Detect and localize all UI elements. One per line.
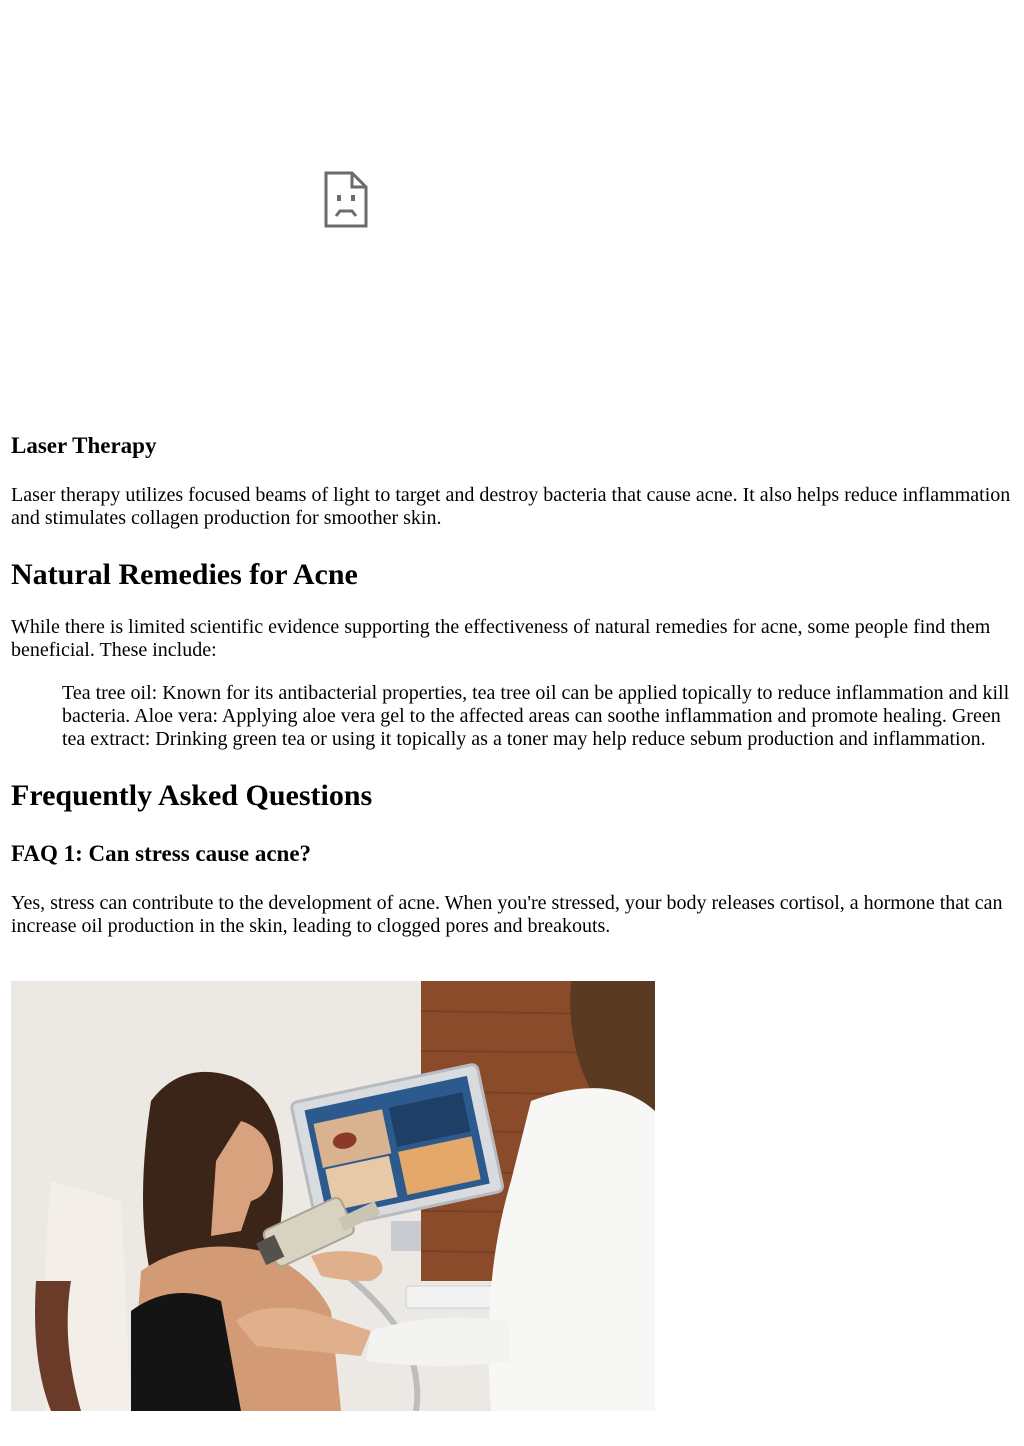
- article-content: [11, 429, 1011, 938]
- faq-answer: Yes, stress can contribute to the development of acne. When you're stressed, your body releases cortisol, a hormone that can increase oil production in the skin, leading to clogged pores and breakouts.: [11, 892, 1003, 937]
- broken-page-icon: [324, 171, 368, 228]
- natural-remedies-paragraph: While there is limited scientific evidence supporting the effectiveness of natural remedies for acne, some people find them beneficial. These include:: [11, 616, 991, 661]
- laser-therapy-heading: Laser Therapy: [11, 433, 157, 458]
- faq-heading: Frequently Asked Questions: [11, 779, 373, 812]
- natural-remedies-list: Tea tree oil: Known for its antibacterial properties, tea tree oil can be applied topically to reduce inflammation and kill bacteria. Aloe vera: Applying aloe vera gel to the affected areas can soothe inflammation and promote healing. Green tea extract: Drinking green tea or using it topically as a toner may help reduce sebum production and inflammation.: [62, 682, 1010, 750]
- faq-question: FAQ 1: Can stress cause acne?: [11, 841, 312, 866]
- laser-therapy-paragraph: Laser therapy utilizes focused beams of light to target and destroy bacteria that cause acne. It also helps reduce inflammation and stimulates collagen production for smoother skin.: [11, 484, 1011, 529]
- natural-remedies-heading: Natural Remedies for Acne: [11, 558, 358, 591]
- dermatology-laser-treatment-photo: [11, 981, 655, 1411]
